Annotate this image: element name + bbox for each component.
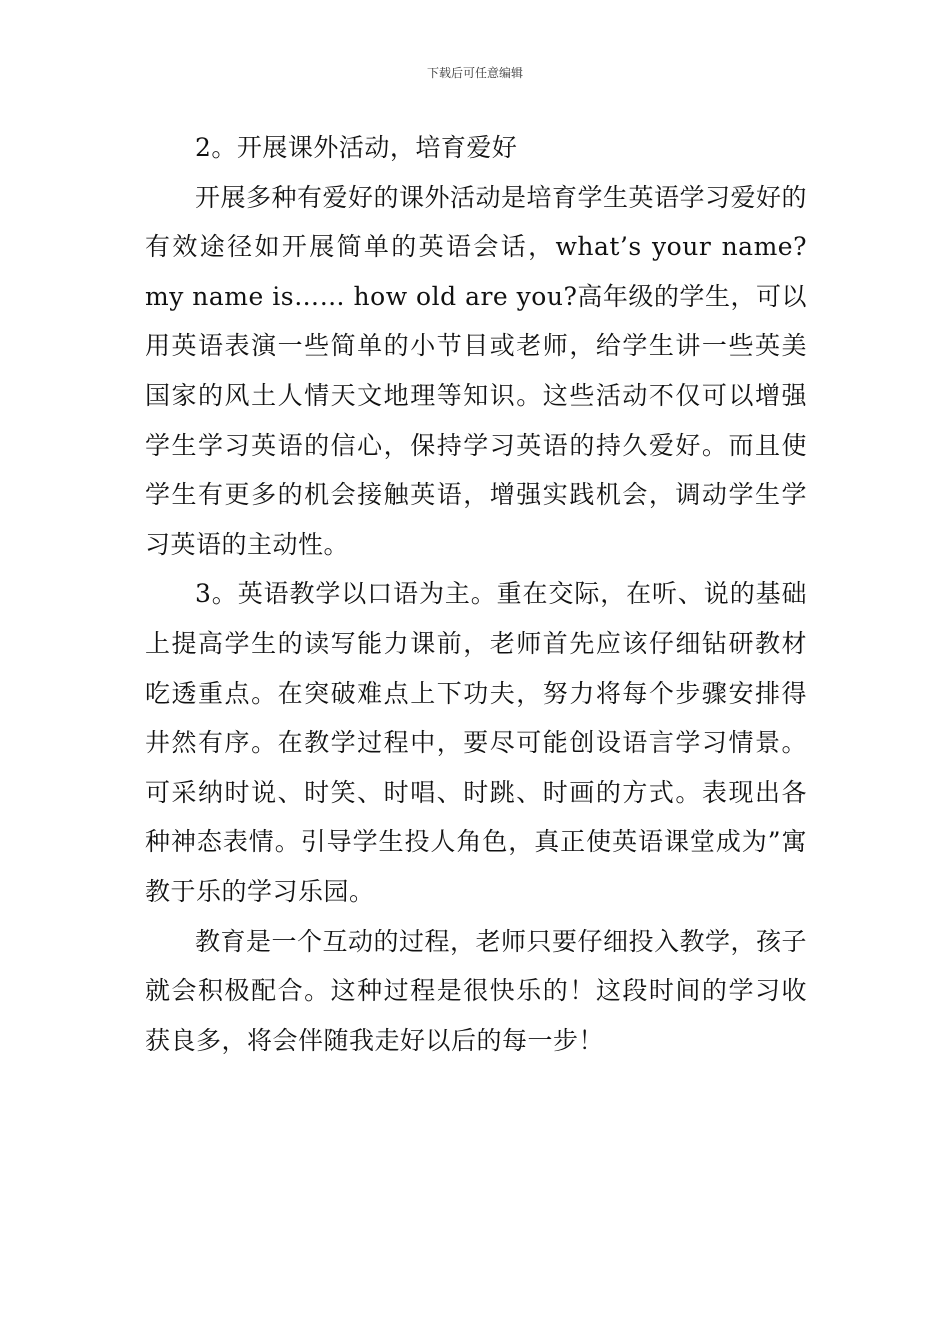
- page-header-note: 下载后可任意编辑: [426, 66, 523, 80]
- paragraph-heading-3-oral-english: 3。英语教学以口语为主。重在交际，在听、说的基础上提高学生的读写能力课前，老师首先应该仔细钻研教材吃透重点。在突破难点上下功夫，努力将每个步骤安排得井然有序。在教学过程中，要尽可能创设语言学习情景。可采纳时说、时笑、时唱、时跳、时画的方式。表现出各种神态表情。引导学生投人角色，真正使英语课堂成为”寓教于乐的学习乐园。: [145, 579, 807, 906]
- paragraph-heading-2: 2。开展课外活动，培育爱好: [195, 133, 518, 162]
- paragraph-extracurricular: 开展多种有爱好的课外活动是培育学生英语学习爱好的有效途径如开展简单的英语会话，what’s your name? my name is…… how old are you?高年级的学生，可以用英语表演一些简单的小节目或老师，给学生讲一些英美国家的风土人情天文地理等知识。这些活动不仅可以增强学生学习英语的信心，保持学习英语的持久爱好。而且使学生有更多的机会接触英语，增强实践机会，调动学生学习英语的主动性。: [145, 182, 808, 559]
- document-body: [145, 123, 807, 1065]
- paragraph-conclusion: 教育是一个互动的过程，老师只要仔细投入教学，孩子就会积极配合。这种过程是很快乐的！这段时间的学习收获良多，将会伴随我走好以后的每一步！: [145, 926, 808, 1055]
